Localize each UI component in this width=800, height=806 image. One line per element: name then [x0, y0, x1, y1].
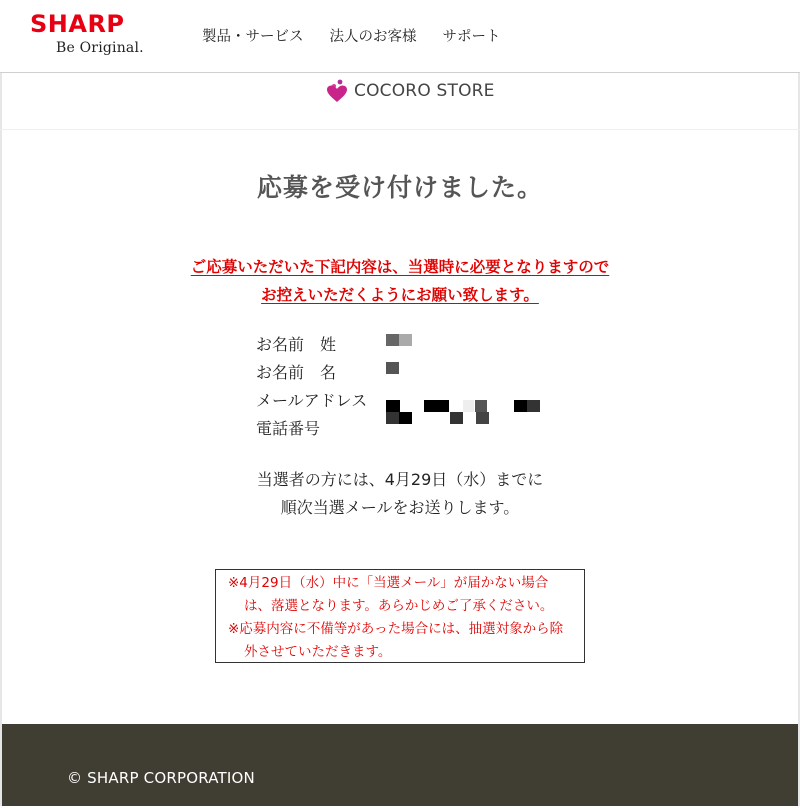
detail-row-first-name [256, 360, 556, 388]
detail-label: 電話番号 [256, 419, 321, 438]
heart-logo-icon [326, 78, 348, 104]
copyright: © SHARP CORPORATION [67, 769, 255, 787]
announcement-line-2: 順次当選メールをお送りします。 [280, 498, 520, 517]
announcement [0, 466, 800, 522]
masked-value [386, 416, 556, 444]
warning-line-1: ご応募いただいた下記内容は、当選時に必要となりますので [190, 258, 610, 276]
sharp-logo[interactable] [30, 10, 160, 62]
logo-wordmark: SHARP [30, 10, 125, 38]
detail-label: お名前 姓 [256, 335, 337, 354]
notice-line-3: ※応募内容に不備等があった場合には、抽選対象から除 [228, 621, 564, 637]
notice-box [215, 569, 585, 663]
site-footer [2, 724, 798, 806]
entry-details [256, 332, 556, 444]
warning-line-2: お控えいただくようにお願い致します。 [261, 286, 539, 304]
site-header [0, 0, 800, 73]
store-bar [0, 74, 800, 130]
notice-line-2: は、落選となります。あらかじめご了承ください。 [244, 598, 554, 614]
store-name: COCORO STORE [354, 81, 495, 101]
logo-tagline: Be Original. [56, 40, 144, 56]
page-title: 応募を受け付けました。 [256, 173, 543, 202]
detail-label: お名前 名 [256, 363, 337, 382]
detail-row-phone [256, 416, 556, 444]
masked-value [386, 332, 556, 360]
detail-row-last-name [256, 332, 556, 360]
global-nav [202, 25, 501, 46]
cocoro-store-logo[interactable] [326, 78, 495, 104]
announcement-line-1: 当選者の方には、4月29日（水）までに [256, 470, 544, 489]
nav-item-products[interactable]: 製品・サービス [202, 29, 304, 45]
nav-item-support[interactable]: サポート [442, 29, 501, 45]
masked-value [386, 360, 556, 388]
notice-line-1: ※4月29日（水）中に「当選メール」が届かない場合 [228, 575, 549, 591]
detail-label: メールアドレス [256, 391, 368, 410]
notice-line-4: 外させていただきます。 [244, 644, 392, 660]
warning-message [0, 253, 800, 309]
nav-item-business[interactable]: 法人のお客様 [329, 29, 417, 45]
